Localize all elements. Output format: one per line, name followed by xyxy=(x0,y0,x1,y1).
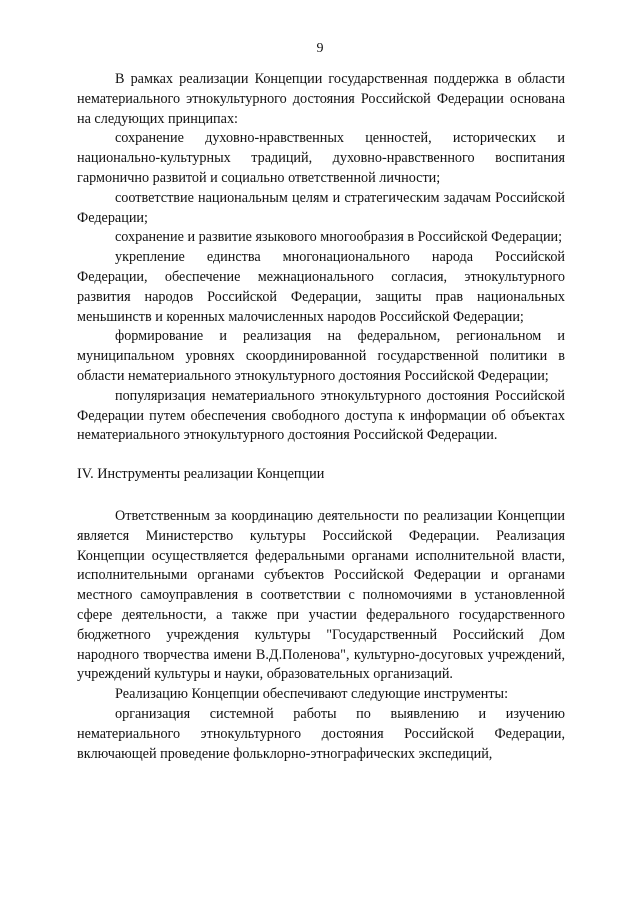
paragraph-responsibility: Ответственным за координацию деятельности по реализации Концепции является Министерство культуры Российской Федерации. Реализация Концепции осуществляется федеральными органами исполнительной власти, исполнительными органами субъектов Российской Федерации и органами местного самоуправления в соответствии с полномочиями в установленной сфере деятельности, а также при участии федерального государственного бюджетного учреждения культуры "Государственный Российский Дом народного творчества имени В.Д.Поленова", культурно-досуговых учреждений, учреждений культуры и науки, образовательных организаций. xyxy=(77,507,565,683)
principle-paragraph: сохранение духовно-нравственных ценностей, исторических и национально-культурных традиций, духовно-нравственного воспитания гармонично развитой и социально ответственной личности; xyxy=(77,130,565,186)
instrument-paragraph: организация системной работы по выявлению и изучению нематериального этнокультурного достояния Российской Федерации, включающей проведение фольклорно-этнографических экспедиций, xyxy=(77,705,565,762)
principle-paragraph: соответствие национальным целям и стратегическим задачам Российской Федерации; xyxy=(77,189,565,226)
principle-paragraph: сохранение и развитие языкового многообразия в Российской Федерации; xyxy=(115,229,563,246)
page-number: 9 xyxy=(316,41,324,56)
principle-paragraph: популяризация нематериального этнокультурного достояния Российской Федерации путем обеспечения свободного доступа к информации об объектах нематериального этнокультурного достояния Российской Федерации. xyxy=(77,387,565,444)
principle-paragraph: укрепление единства многонационального народа Российской Федерации, обеспечение межнационального согласия, этнокультурного развития народов Российской Федерации, защиты прав национальных меньшинств и коренных малочисленных народов Российской Федерации; xyxy=(77,249,565,325)
paragraph-instruments-intro: Реализацию Концепции обеспечивают следующие инструменты: xyxy=(115,686,509,703)
section-heading: IV. Инструменты реализации Концепции xyxy=(77,466,325,483)
paragraph-intro: В рамках реализации Концепции государственная поддержка в области нематериального этнокультурного достояния Российской Федерации основана на следующих принципах: xyxy=(77,71,565,127)
document-body xyxy=(77,70,565,764)
principle-paragraph: формирование и реализация на федеральном, региональном и муниципальном уровнях скоординированной государственной политики в области нематериального этнокультурного достояния Российской Федерации; xyxy=(77,328,565,384)
